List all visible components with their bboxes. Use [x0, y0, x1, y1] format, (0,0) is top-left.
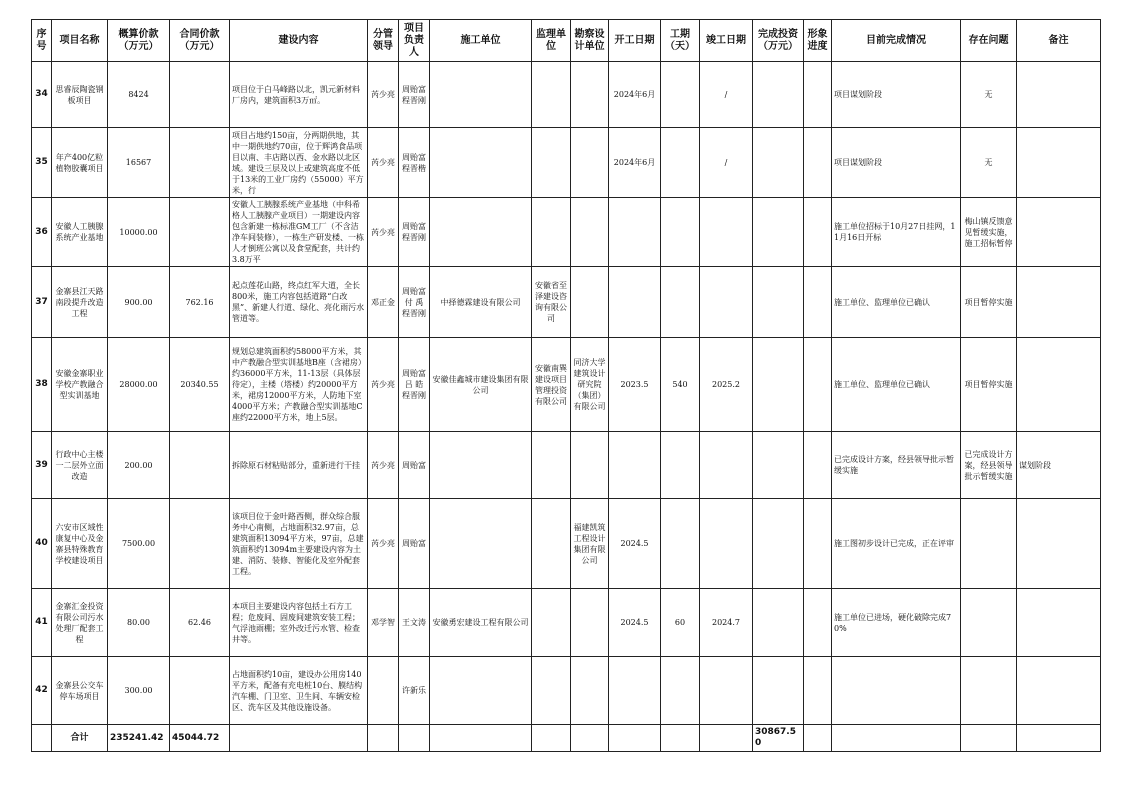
- cell-leader: 芮少亮: [371, 227, 395, 237]
- table-cell: [52, 198, 108, 267]
- table-cell: [804, 62, 832, 128]
- table-cell: [804, 338, 832, 432]
- table-cell: [430, 589, 532, 657]
- cell-leader: 芮少亮: [371, 460, 395, 470]
- table-cell: [368, 499, 399, 589]
- table-cell: [700, 432, 753, 499]
- cell-issue: 已完成设计方案，经县领导批示暂缓实施: [964, 449, 1013, 481]
- table-cell: [804, 198, 832, 267]
- cell-leader: 邓学智: [371, 618, 395, 627]
- column-header: 工期（天）: [661, 20, 700, 62]
- table-cell: [804, 432, 832, 499]
- table-cell: [700, 338, 753, 432]
- column-header: 序号: [32, 20, 52, 62]
- column-header: 勘察设计单位: [571, 20, 609, 62]
- cell-name: 安徽人工胰腺系统产业基地: [55, 222, 104, 242]
- cell-start: 2024年6月: [613, 90, 656, 99]
- table-cell: [170, 62, 230, 128]
- cell-seq: 39: [35, 459, 48, 470]
- table-cell: [832, 589, 961, 657]
- table-cell: [961, 198, 1017, 267]
- table-cell: [571, 499, 609, 589]
- table-cell: [368, 128, 399, 198]
- total-cell: 45044.72: [170, 725, 230, 752]
- table-cell: [399, 338, 430, 432]
- cell-manager: 周贻富 程晋刚: [402, 84, 426, 105]
- cell-period: 60: [674, 618, 686, 627]
- cell-supervisor: 安徽南巽建设项目管理投资有限公司: [535, 363, 567, 406]
- cell-manager: 周贻富 程晋刚: [402, 222, 426, 242]
- table-cell: [609, 589, 661, 657]
- cell-leader: 芮少亮: [371, 158, 395, 167]
- cell-seq: 40: [35, 538, 48, 548]
- table-row: [32, 657, 1101, 725]
- table-cell: [52, 499, 108, 589]
- table-cell: [571, 128, 609, 198]
- cell-builder: 中择德霖建设有限公司: [440, 297, 521, 307]
- table-cell: [832, 128, 961, 198]
- table-cell: [170, 432, 230, 499]
- cell-content: 项目位于白马峰路以北，凯元新材料厂房内，建筑面积3万㎡。: [232, 84, 360, 105]
- table-cell: [609, 198, 661, 267]
- table-cell: [108, 499, 170, 589]
- cell-manager: 周贻富 程晋楷: [402, 152, 426, 173]
- cell-status: 施工单位、监理单位已确认: [834, 380, 930, 389]
- cell-name: 年产400亿粒植物胶囊项目: [55, 152, 104, 173]
- table-cell: [700, 657, 753, 725]
- table-cell: [1017, 338, 1101, 432]
- table-cell: [532, 198, 571, 267]
- table-cell: [753, 338, 804, 432]
- cell-content: 该项目位于金叶路西侧，群众综合服务中心南侧，占地面积32.97亩，总建筑面积13094平方米，97亩，总建筑面积约13094m主要建设内容为土建、消防、装修、智能化及室外配套工程。: [232, 511, 364, 576]
- table-cell: [700, 62, 753, 128]
- cell-manager: 王文涛: [402, 618, 426, 627]
- table-cell: [399, 198, 430, 267]
- table-cell: [399, 267, 430, 338]
- table-cell: [170, 128, 230, 198]
- cell-seq: 42: [35, 685, 48, 695]
- table-cell: [108, 62, 170, 128]
- table-cell: [368, 589, 399, 657]
- table-cell: [170, 267, 230, 338]
- table-cell: [661, 657, 700, 725]
- cell-leader: 芮少亮: [371, 380, 395, 389]
- table-cell: [368, 338, 399, 432]
- total-cell: [32, 725, 52, 752]
- table-cell: [108, 198, 170, 267]
- table-cell: [108, 432, 170, 499]
- table-cell: [700, 198, 753, 267]
- cell-budget: 16567: [125, 158, 152, 167]
- table-cell: [430, 62, 532, 128]
- table-cell: [430, 432, 532, 499]
- column-header: 形象进度: [804, 20, 832, 62]
- project-table: [31, 19, 1101, 752]
- table-cell: [571, 62, 609, 128]
- table-cell: [52, 589, 108, 657]
- cell-manager: 周贻富 吕 皓 程晋刚: [402, 369, 426, 400]
- table-cell: [661, 198, 700, 267]
- table-cell: [571, 338, 609, 432]
- table-cell: [571, 432, 609, 499]
- total-cell: [961, 725, 1017, 752]
- cell-budget: 300.00: [124, 686, 153, 695]
- cell-start: 2024年6月: [613, 158, 656, 167]
- cell-seq: 41: [35, 617, 48, 627]
- table-cell: [753, 198, 804, 267]
- column-header: 存在问题: [961, 20, 1017, 62]
- cell-name: 六安市区域性康复中心及金寨县特殊教育学校建设项目: [55, 522, 104, 565]
- table-cell: [52, 267, 108, 338]
- table-cell: [230, 499, 368, 589]
- table-cell: [961, 589, 1017, 657]
- table-cell: [108, 589, 170, 657]
- table-cell: [661, 338, 700, 432]
- table-cell: [170, 499, 230, 589]
- table-cell: [230, 338, 368, 432]
- cell-budget: 28000.00: [119, 380, 158, 389]
- table-cell: [532, 657, 571, 725]
- cell-seq: 35: [35, 157, 48, 167]
- table-cell: [961, 657, 1017, 725]
- table-cell: [961, 128, 1017, 198]
- cell-builder: 安徽佳鑫城市建设集团有限公司: [432, 374, 529, 395]
- cell-name: 安徽金寨职业学校产教融合型实训基地: [55, 369, 104, 400]
- table-row: [32, 267, 1101, 338]
- table-cell: [170, 657, 230, 725]
- table-row: [32, 62, 1101, 128]
- table-row: [32, 589, 1101, 657]
- table-cell: [961, 338, 1017, 432]
- cell-name: 金寨县公交车停车场项目: [55, 680, 104, 701]
- table-cell: [108, 657, 170, 725]
- total-cell: 30867.50: [753, 725, 804, 752]
- cell-content: 本项目主要建设内容包括土石方工程；危废间、固废间建筑安装工程；气浮池雨棚；室外改迁污水管、检查井等。: [232, 601, 360, 644]
- cell-name: 行政中心主楼一二层外立面改造: [55, 449, 104, 481]
- table-cell: [532, 499, 571, 589]
- table-cell: [532, 62, 571, 128]
- table-cell: [661, 128, 700, 198]
- table-cell: [804, 657, 832, 725]
- total-cell: [532, 725, 571, 752]
- table-cell: [532, 128, 571, 198]
- table-cell: [52, 338, 108, 432]
- cell-issue: 项目暂停实施: [964, 380, 1013, 389]
- table-cell: [832, 338, 961, 432]
- table-cell: [661, 62, 700, 128]
- table-cell: [368, 657, 399, 725]
- column-header: 施工单位: [430, 20, 532, 62]
- table-cell: [832, 62, 961, 128]
- cell-seq: 34: [35, 89, 48, 99]
- table-cell: [368, 198, 399, 267]
- table-cell: [108, 267, 170, 338]
- table-cell: [230, 589, 368, 657]
- table-cell: [753, 657, 804, 725]
- cell-manager: 周贻富 付 禹 程晋刚: [402, 286, 426, 318]
- table-cell: [609, 338, 661, 432]
- total-cell: [804, 725, 832, 752]
- cell-issue: 项目暂停实施: [964, 297, 1013, 307]
- cell-status: 施工单位招标于10月27日挂网，11月16日开标: [834, 222, 956, 242]
- table-cell: [230, 657, 368, 725]
- total-cell: [368, 725, 399, 752]
- table-cell: [532, 267, 571, 338]
- table-cell: [609, 62, 661, 128]
- column-header: 建设内容: [230, 20, 368, 62]
- cell-content: 拆除原石材粘贴部分，重新进行干挂: [232, 460, 360, 470]
- cell-leader: 邓正金: [371, 297, 395, 307]
- table-cell: [571, 267, 609, 338]
- table-cell: [832, 198, 961, 267]
- table-cell: [32, 62, 52, 128]
- table-cell: [832, 499, 961, 589]
- total-cell: [832, 725, 961, 752]
- table-cell: [399, 589, 430, 657]
- table-cell: [832, 657, 961, 725]
- table-cell: [532, 338, 571, 432]
- table-cell: [230, 128, 368, 198]
- cell-content: 起点莲花山路，终点红军大道，全长800米，施工内容包括道路“白改黑”、新建人行道、绿化、亮化雨污水管道等。: [232, 281, 365, 323]
- table-cell: [108, 338, 170, 432]
- table-cell: [832, 267, 961, 338]
- table-cell: [961, 62, 1017, 128]
- cell-start: 2023.5: [620, 380, 649, 389]
- table-cell: [32, 198, 52, 267]
- cell-start: 2024.5: [620, 539, 649, 548]
- cell-contract: 762.16: [185, 297, 214, 307]
- cell-designer: 福建凯筑工程设计集团有限公司: [573, 522, 606, 565]
- table-cell: [230, 432, 368, 499]
- cell-builder: 安徽勇宏建设工程有限公司: [432, 618, 529, 627]
- cell-contract: 62.46: [188, 618, 211, 627]
- column-header: 项目负责人: [399, 20, 430, 62]
- column-header: 目前完成情况: [832, 20, 961, 62]
- cell-finish: 2025.2: [712, 380, 740, 389]
- total-cell: 235241.42: [108, 725, 170, 752]
- cell-budget: 8424: [128, 90, 149, 99]
- table-cell: [804, 128, 832, 198]
- total-cell: 合计: [52, 725, 108, 752]
- table-cell: [661, 267, 700, 338]
- total-row: [32, 725, 1101, 752]
- table-cell: [1017, 128, 1101, 198]
- cell-name: 金寨县江天路南段提升改造工程: [55, 286, 104, 318]
- table-cell: [961, 267, 1017, 338]
- cell-finish: /: [724, 90, 728, 99]
- cell-budget: 7500.00: [121, 539, 156, 548]
- table-cell: [52, 128, 108, 198]
- table-cell: [753, 128, 804, 198]
- column-header: 完成投资（万元）: [753, 20, 804, 62]
- total-cell: [571, 725, 609, 752]
- cell-content: 项目占地约150亩，分两期供地，其中一期供地约70亩，位于辉鸿食品项目以南、丰店路以西、金水路以北区域。建设三层及以上或建筑高度不低于13米的工业厂房约（55000）平方米，行: [232, 130, 364, 195]
- table-cell: [700, 499, 753, 589]
- cell-manager: 周贻富: [402, 539, 426, 548]
- total-cell: [700, 725, 753, 752]
- cell-finish: /: [724, 158, 728, 167]
- table-cell: [230, 62, 368, 128]
- cell-period: 540: [672, 380, 688, 389]
- table-cell: [170, 589, 230, 657]
- table-cell: [170, 338, 230, 432]
- cell-status: 项目谋划阶段: [834, 158, 882, 167]
- column-header: 开工日期: [609, 20, 661, 62]
- column-header: 备注: [1017, 20, 1101, 62]
- column-header: 分管领导: [368, 20, 399, 62]
- table-cell: [430, 499, 532, 589]
- column-header: 概算价款（万元）: [108, 20, 170, 62]
- table-cell: [52, 432, 108, 499]
- cell-name: 思睿辰陶瓷钢板项目: [55, 84, 104, 105]
- table-cell: [399, 499, 430, 589]
- table-row: [32, 128, 1101, 198]
- total-cell: [230, 725, 368, 752]
- table-cell: [1017, 62, 1101, 128]
- cell-seq: 36: [35, 226, 48, 237]
- table-cell: [804, 499, 832, 589]
- cell-content: 规划总建筑面积约58000平方米，其中产教融合型实训基地B座（含裙房）约36000平方米，11-13层（具体层待定），主楼（塔楼）约20000平方米，裙房12000平方米，人防地下室4000平方米；产教融合型实训基地C座约22000平方米，地上5层。: [232, 347, 363, 422]
- table-cell: [532, 589, 571, 657]
- table-cell: [571, 657, 609, 725]
- cell-supervisor: 安徽省至泽建设咨询有限公司: [535, 281, 567, 323]
- column-header: 合同价款（万元）: [170, 20, 230, 62]
- cell-note: 谋划阶段: [1019, 460, 1051, 470]
- table-row: [32, 198, 1101, 267]
- table-cell: [52, 657, 108, 725]
- table-cell: [753, 589, 804, 657]
- cell-content: 占地面积约10亩，建设办公用房140平方米，配备有充电桩10台、膜结构汽车棚、门卫室、卫生间、车辆安检区、洗车区及其他设施设备。: [232, 669, 363, 712]
- table-cell: [32, 657, 52, 725]
- table-cell: [1017, 657, 1101, 725]
- cell-seq: 37: [35, 296, 48, 307]
- cell-contract: 20340.55: [180, 380, 219, 389]
- table-cell: [753, 499, 804, 589]
- table-cell: [700, 128, 753, 198]
- table-cell: [753, 432, 804, 499]
- table-cell: [368, 432, 399, 499]
- cell-start: 2024.5: [620, 618, 649, 627]
- table-cell: [832, 432, 961, 499]
- cell-status: 已完成设计方案，经县领导批示暂缓实施: [834, 455, 954, 475]
- cell-seq: 38: [35, 379, 48, 389]
- table-cell: [1017, 198, 1101, 267]
- table-cell: [609, 267, 661, 338]
- table-cell: [368, 267, 399, 338]
- table-cell: [661, 499, 700, 589]
- cell-status: 施工单位、监理单位已确认: [834, 297, 930, 307]
- table-cell: [32, 128, 52, 198]
- table-cell: [609, 499, 661, 589]
- table-cell: [170, 198, 230, 267]
- cell-manager: 许新乐: [402, 686, 426, 695]
- column-header: 监理单位: [532, 20, 571, 62]
- cell-budget: 900.00: [124, 297, 153, 307]
- table-cell: [961, 499, 1017, 589]
- cell-budget: 80.00: [127, 618, 150, 627]
- cell-issue: 梅山镇反馈意见暂缓实施，施工招标暂停: [964, 216, 1013, 248]
- table-row: [32, 432, 1101, 499]
- total-cell: [661, 725, 700, 752]
- table-cell: [230, 198, 368, 267]
- table-cell: [700, 267, 753, 338]
- cell-issue: 无: [984, 90, 993, 99]
- table-cell: [399, 657, 430, 725]
- table-cell: [571, 589, 609, 657]
- cell-leader: 芮少亮: [371, 539, 395, 548]
- cell-designer: 同济大学建筑设计研究院（集团）有限公司: [573, 358, 606, 411]
- table-cell: [804, 589, 832, 657]
- table-cell: [609, 657, 661, 725]
- table-cell: [430, 267, 532, 338]
- table-cell: [753, 267, 804, 338]
- cell-status: 施工图初步设计已完成，正在评审: [834, 539, 954, 548]
- table-cell: [32, 338, 52, 432]
- table-cell: [661, 589, 700, 657]
- cell-status: 项目谋划阶段: [834, 90, 882, 99]
- cell-content: 安徽人工胰腺系统产业基地（中科希格人工胰腺产业项目）一期建设内容包含新建一栋标准GM工厂（不含洁净车间装修），一栋生产研发楼、一栋人才倒班公寓以及食堂配套，共计约3.8万平: [232, 200, 364, 264]
- table-cell: [399, 62, 430, 128]
- table-row: [32, 499, 1101, 589]
- table-cell: [108, 128, 170, 198]
- header-row: [32, 20, 1101, 62]
- table-cell: [430, 198, 532, 267]
- table-cell: [430, 657, 532, 725]
- table-cell: [609, 128, 661, 198]
- table-cell: [32, 432, 52, 499]
- cell-manager: 周贻富: [402, 460, 426, 470]
- total-cell: [399, 725, 430, 752]
- cell-budget: 200.00: [124, 460, 153, 470]
- table-cell: [32, 499, 52, 589]
- cell-budget: 10000.00: [119, 227, 158, 237]
- table-cell: [1017, 499, 1101, 589]
- table-cell: [700, 589, 753, 657]
- cell-finish: 2024.7: [712, 618, 740, 627]
- table-cell: [532, 432, 571, 499]
- table-cell: [32, 589, 52, 657]
- total-cell: [1017, 725, 1101, 752]
- table-cell: [571, 198, 609, 267]
- column-header: 项目名称: [52, 20, 108, 62]
- table-cell: [52, 62, 108, 128]
- table-cell: [1017, 432, 1101, 499]
- total-cell: [430, 725, 532, 752]
- table-cell: [1017, 267, 1101, 338]
- table-cell: [753, 62, 804, 128]
- cell-status: 施工单位已进场，硬化破除完成70%: [834, 612, 952, 633]
- table-cell: [1017, 589, 1101, 657]
- cell-issue: 无: [984, 158, 993, 167]
- table-cell: [430, 128, 532, 198]
- table-cell: [399, 432, 430, 499]
- table-row: [32, 338, 1101, 432]
- table-cell: [661, 432, 700, 499]
- table-cell: [230, 267, 368, 338]
- column-header: 竣工日期: [700, 20, 753, 62]
- total-cell: [609, 725, 661, 752]
- table-cell: [399, 128, 430, 198]
- table-cell: [609, 432, 661, 499]
- table-cell: [804, 267, 832, 338]
- table-cell: [430, 338, 532, 432]
- table-cell: [368, 62, 399, 128]
- table-cell: [32, 267, 52, 338]
- cell-leader: 芮少亮: [371, 90, 395, 99]
- table-cell: [961, 432, 1017, 499]
- cell-name: 金寨汇金投资有限公司污水处理厂配套工程: [55, 601, 104, 644]
